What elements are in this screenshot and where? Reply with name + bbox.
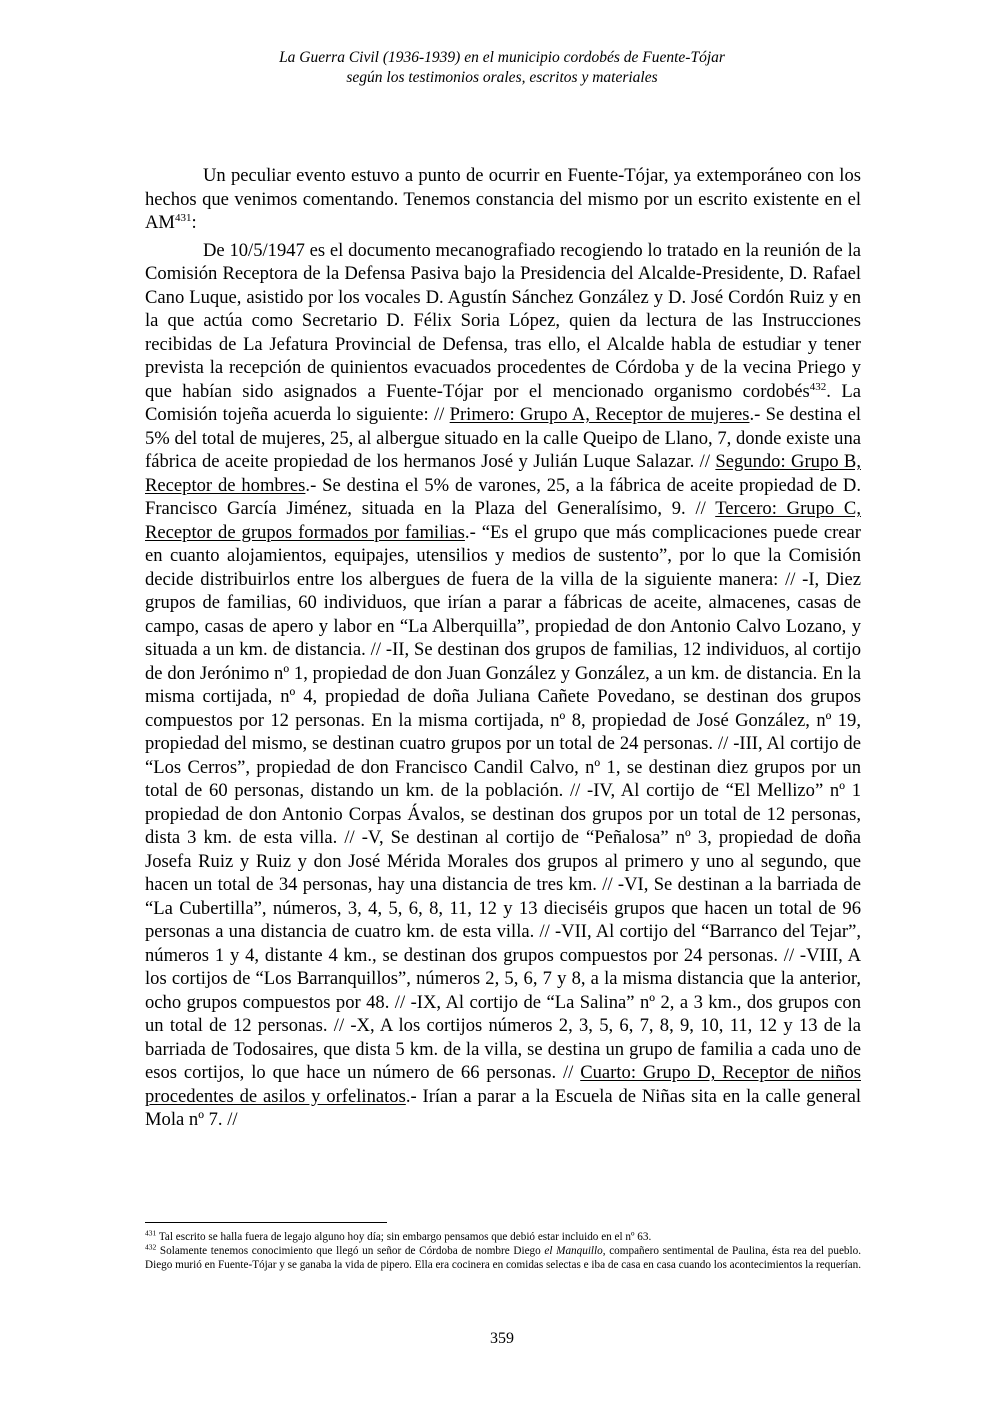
footnote-number: 432: [145, 1242, 157, 1252]
paragraph-1-text: Un peculiar evento estuvo a punto de ocurrir en Fuente-Tójar, ya extemporáneo con los hechos que venimos comentando. Tenemos constancia del mismo por un escrito existente en el AM: [145, 165, 861, 233]
footnote-text: Tal escrito se halla fuera de legajo alguno hoy día; sin embargo pensamos que debió estar incluido en el nº 63.: [158, 1231, 652, 1243]
paragraph-2-part-e: .- “Es el grupo que más complicaciones puede crear en cuanto alojamientos, equipajes, utensilios y medios de sustento”, por lo que la Comisión decide distribuirlos entre los albergues de fuera de la villa de la siguiente manera: // -I, Diez grupos de familias, 60 individuos, que irían a parar a fábricas de aceite, almacenes, casas de campo, casas de apero y labor en “La Alberquilla”, propiedad de don Antonio Calvo Lozano, y situada a un km. de distancia. // -II, Se destinan dos grupos de familias, 12 individuos, al cortijo de don Jerónimo nº 1, propiedad de don Juan González y González, a un km. de distancia. En la misma cortijada, nº 4, propiedad de doña Juliana Cañete Povedano, se destinan dos grupos compuestos por 12 personas. En la misma cortijada, nº 8, propiedad de José González, nº 19, propiedad del mismo, se destinan cuatro grupos por un total de 24 personas. // -III, Al cortijo de “Los Cerros”, propiedad de don Francisco Candil Calvo, nº 1, se destinan diez grupos por un total de 60 personas, distando un km. de la población. // -IV, Al cortijo de “El Mellizo” nº 1 propiedad de don Antonio Corpas Ávalos, se destinan dos grupos por un total de 12 personas, dista 3 km. de esta villa. // -V, Se destinan al cortijo de “Peñalosa” nº 3, propiedad de doña Josefa Ruiz y Ruiz y don José Mérida Morales dos grupos al primero y uno al segundo, que hacen un total de 34 personas, hay una distancia de tres km. // -VI, Se destinan a la barriada de “La Cubertilla”, números, 3, 4, 5, 6, 8, 11, 12 y 13 dieciséis grupos que hacen un total de 96 personas a una distancia de cuatro km. de esta villa. // -VII, Al cortijo del “Barranco del Tejar”, números 1 y 4, distante 4 km., se destinan dos grupos compuestos por 24 personas. // -VIII, A los cortijos de “Los Barranquillos”, números 2, 5, 6, 7 y 8, a la misma distancia que la anterior, ocho grupos compuestos por 48. // -IX, Al cortijo de “La Salina” nº 2, a 3 km., dos grupos con un total de 12 personas. // -X, A los cortijos números 2, 3, 5, 6, 7, 8, 9, 10, 11, 12 y 13 de la barriada de Todosaires, que dista 5 km. de la villa, se destina un grupo de familia a cada uno de esos cortijos, lo que hace un número de 66 personas. //: [145, 521, 861, 1083]
heading-primero: Primero: Grupo A, Receptor de mujeres: [449, 404, 750, 425]
heading-segundo: Segundo: Grupo B, Receptor de hombres: [145, 451, 861, 496]
header-title-line-1: La Guerra Civil (1936-1939) en el municipio cordobés de Fuente-Tójar: [279, 49, 725, 66]
footnote-separator: [145, 1222, 387, 1223]
paragraph-2-part-b: . La Comisión tojeña acuerda lo siguiente: //: [145, 380, 861, 425]
running-header: [0, 48, 1004, 88]
paragraph-1: [145, 164, 861, 235]
footnote-text-b: , compañero sentimental de Paulina, ésta rea del pueblo. Diego murió en Fuente-Tójar y se ganaba la vida de pipero. Ella era cocinera en comidas selectas e iba de casa en casa cuando los acontecimientos la requerían.: [145, 1245, 862, 1272]
footnote-nickname: el Manquillo: [544, 1245, 603, 1258]
footnote-number: 431: [145, 1228, 157, 1238]
paragraph-2-part-f: .- Irían a parar a la Escuela de Niñas sita en la calle general Mola nº 7. //: [145, 1085, 861, 1130]
main-text: [145, 164, 861, 1132]
heading-tercero: Tercero: Grupo C, Receptor de grupos formados por familias: [145, 498, 861, 543]
footnote-text-a: Solamente tenemos conocimiento que llegó un señor de Córdoba de nombre Diego: [159, 1245, 545, 1258]
paragraph-2-part-c: .- Se destina el 5% del total de mujeres, 25, al albergue situado en la calle Queipo de Llano, 7, donde existe una fábrica de aceite propiedad de los hermanos José y Julián Luque Salazar. //: [145, 404, 861, 472]
heading-cuarto: Cuarto: Grupo D, Receptor de niños procedentes de asilos y orfelinatos: [145, 1062, 861, 1107]
footnote-431: [145, 1230, 861, 1244]
header-title-line-2: según los testimonios orales, escritos y materiales: [346, 69, 658, 86]
paragraph-2: [145, 239, 861, 1132]
paragraph-2-part-a: De 10/5/1947 es el documento mecanografiado recogiendo lo tratado en la reunión de la Comisión Receptora de la Defensa Pasiva bajo la Presidencia del Alcalde-Presidente, D. Rafael Cano Luque, asistido por los vocales D. Agustín Sánchez González y D. José Cordón Ruiz y en la que actúa como Secretario D. Félix Soria López, quien da lectura de las Instrucciones recibidas de La Jefatura Provincial de Defensa, tras ello, el Alcalde habla de estudiar y tener prevista la recepción de quinientos evacuados procedentes de Córdoba y de la vecina Priego y que habían sido asignados a Fuente-Tójar por el mencionado organismo cordobés: [145, 239, 861, 402]
footnote-432: [145, 1244, 861, 1272]
footnote-ref-431[interactable]: 431: [174, 211, 192, 224]
paragraph-1-end: :: [191, 212, 197, 233]
footnote-ref-432[interactable]: 432: [809, 380, 827, 393]
paragraph-2-part-d: .- Se destina el 5% de varones, 25, a la fábrica de aceite propiedad de D. Francisco García Jiménez, situada en la Plaza del Generalísimo, 9. //: [145, 474, 861, 519]
footnotes: [145, 1230, 861, 1273]
page-number: 359: [490, 1330, 514, 1347]
